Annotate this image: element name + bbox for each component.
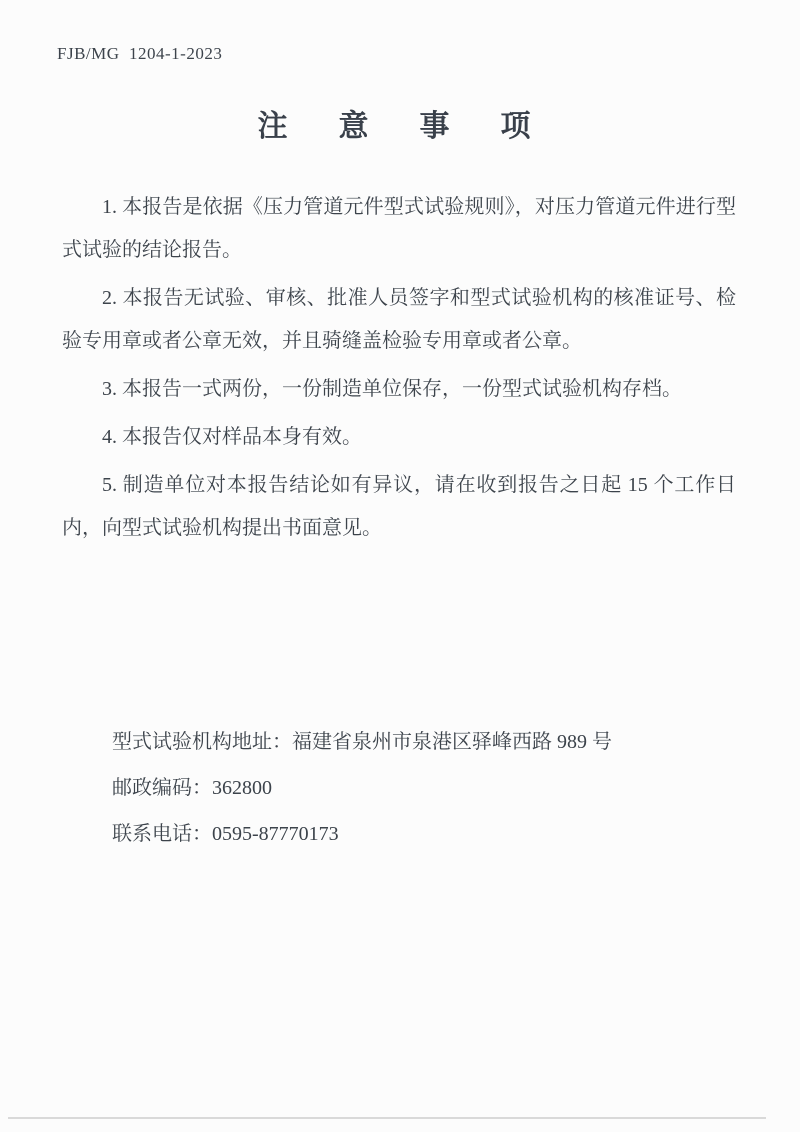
contact-phone <box>112 811 612 857</box>
page-title: 注 意 事 项 <box>257 110 543 143</box>
note-item-3: 3. 本报告一式两份，一份制造单位保存，一份型式试验机构存档。 <box>102 378 682 400</box>
note-item-5: 5. 制造单位对本报告结论如有异议，请在收到报告之日起 15 个工作日内，向型式试验机构提出书面意见。 <box>62 474 736 539</box>
contact-postal-code <box>112 765 612 811</box>
contact-phone-label: 联系电话： <box>112 823 212 845</box>
note-item-1: 1. 本报告是依据《压力管道元件型式试验规则》，对压力管道元件进行型式试验的结论报告。 <box>62 196 736 261</box>
scan-page-bottom-edge <box>8 1117 766 1119</box>
contact-address <box>112 719 612 765</box>
contact-postal-label: 邮政编码： <box>112 777 212 799</box>
contact-phone-value: 0595-87770173 <box>212 823 339 845</box>
contact-section <box>112 719 612 857</box>
contact-address-value: 福建省泉州市泉港区驿峰西路 989 号 <box>292 731 612 753</box>
document-code: FJB/MG 1204-1-2023 <box>57 44 223 63</box>
note-item-4: 4. 本报告仅对样品本身有效。 <box>102 426 362 448</box>
note-item-2: 2. 本报告无试验、审核、批准人员签字和型式试验机构的核准证号、检验专用章或者公章无效，并且骑缝盖检验专用章或者公章。 <box>62 287 736 352</box>
notes-section <box>62 186 736 555</box>
contact-address-label: 型式试验机构地址： <box>112 731 292 753</box>
contact-postal-value: 362800 <box>212 777 272 799</box>
